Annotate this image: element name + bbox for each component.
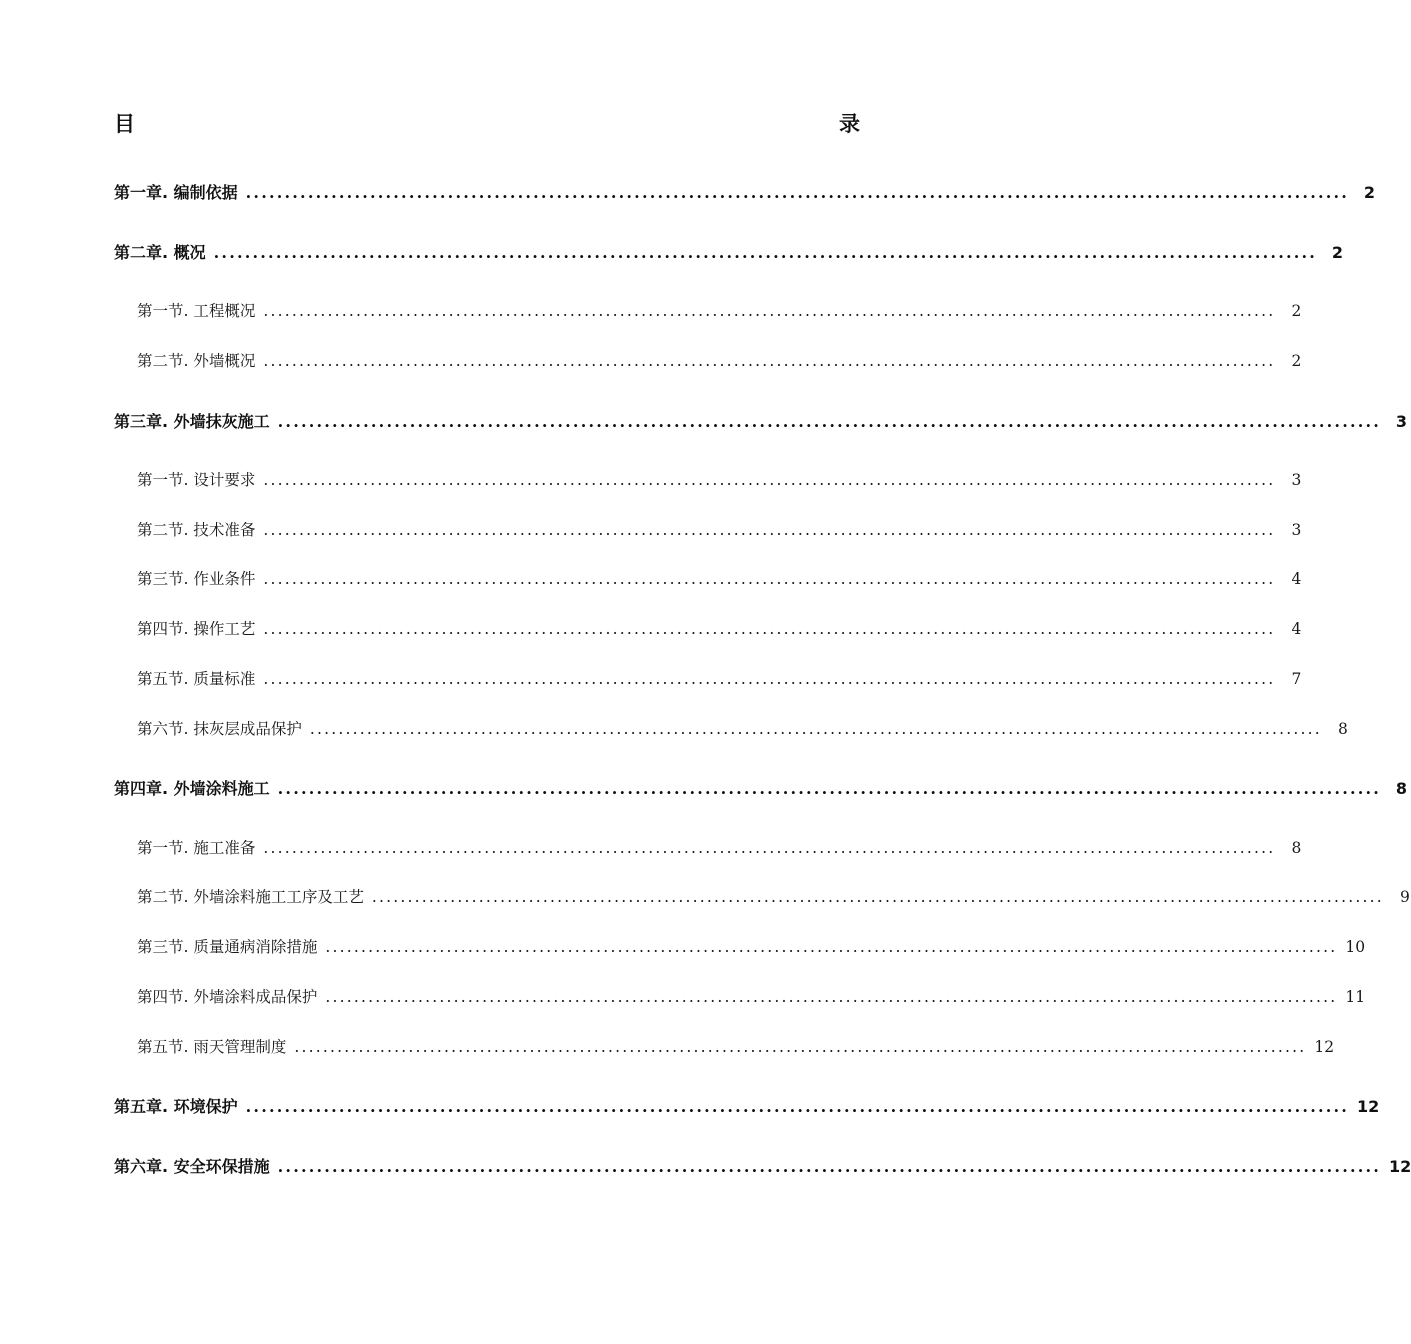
toc-section-4-5[interactable] [137,1035,1335,1057]
toc-leader-dots: .............................................................................................................................................. [245,1097,1350,1116]
toc-leader-dots: .............................................................................................................................................. [325,938,1338,956]
toc-section-2-2[interactable] [137,349,1302,371]
toc-section-4-3[interactable] [137,935,1366,957]
toc-section-3-1[interactable] [137,468,1302,490]
toc-section-4-4[interactable] [137,985,1366,1007]
toc-entry-label: 第三节. 作业条件 [137,570,256,588]
toc-section-3-5[interactable] [137,667,1302,689]
toc-entry-label: 第五节. 雨天管理制度 [137,1038,287,1056]
toc-section-4-2[interactable] [137,885,1410,907]
toc-leader-dots: .............................................................................................................................................. [263,352,1276,370]
toc-section-3-2[interactable] [137,518,1302,540]
toc-page-number: 12 [1389,1157,1411,1176]
toc-entry-label: 第三章. 外墙抹灰施工 [114,412,270,431]
toc-entry-label: 第三节. 质量通病消除措施 [137,938,318,956]
toc-title [114,108,860,140]
toc-leader-dots: .............................................................................................................................................. [325,988,1338,1006]
toc-leader-dots: .............................................................................................................................................. [277,412,1382,431]
toc-entry-label: 第六章. 安全环保措施 [114,1157,270,1176]
toc-entry-label: 第二节. 外墙涂料施工工序及工艺 [137,888,364,906]
toc-entry-label: 第一节. 施工准备 [137,839,256,857]
toc-page-number: 3 [1291,521,1302,539]
toc-entry-label: 第五章. 环境保护 [114,1097,238,1116]
toc-entry-label: 第二节. 技术准备 [137,521,256,539]
toc-page-number: 3 [1395,412,1408,431]
toc-leader-dots: .............................................................................................................................................. [263,839,1276,857]
toc-leader-dots: .............................................................................................................................................. [263,302,1276,320]
toc-entry-label: 第一节. 工程概况 [137,302,256,320]
toc-leader-dots: .............................................................................................................................................. [309,720,1322,738]
toc-leader-dots: .............................................................................................................................................. [263,521,1276,539]
toc-page-number: 2 [1331,243,1344,262]
toc-leader-dots: .............................................................................................................................................. [371,888,1384,906]
toc-title-right: 录 [839,112,860,136]
toc-chapter-4[interactable] [114,776,1408,799]
toc-leader-dots: .............................................................................................................................................. [277,1157,1382,1176]
toc-page-number: 10 [1345,938,1366,956]
toc-page-number: 2 [1291,352,1302,370]
toc-chapter-6[interactable] [114,1154,1411,1177]
toc-leader-dots: .............................................................................................................................................. [294,1038,1307,1056]
toc-page-number: 3 [1291,471,1302,489]
toc-section-3-3[interactable] [137,567,1302,589]
toc-page-number: 7 [1291,670,1302,688]
toc-chapter-1[interactable] [114,180,1376,203]
toc-chapter-3[interactable] [114,409,1408,432]
toc-leader-dots: .............................................................................................................................................. [263,670,1276,688]
toc-leader-dots: .............................................................................................................................................. [263,620,1276,638]
toc-entry-label: 第五节. 质量标准 [137,670,256,688]
toc-title-left: 目 [114,112,135,136]
toc-entry-label: 第六节. 抹灰层成品保护 [137,720,302,738]
toc-leader-dots: .............................................................................................................................................. [277,779,1382,798]
toc-section-3-6[interactable] [137,717,1348,739]
toc-section-4-1[interactable] [137,836,1302,858]
toc-page-number: 11 [1345,988,1366,1006]
toc-page-number: 12 [1314,1038,1335,1056]
toc-page-number: 8 [1338,720,1348,738]
toc-page-number: 8 [1291,839,1302,857]
toc-leader-dots: .............................................................................................................................................. [245,183,1350,202]
toc-entry-label: 第一节. 设计要求 [137,471,256,489]
toc-entry-label: 第四章. 外墙涂料施工 [114,779,270,798]
toc-entry-label: 第四节. 外墙涂料成品保护 [137,988,318,1006]
toc-entry-label: 第一章. 编制依据 [114,183,238,202]
toc-section-2-1[interactable] [137,299,1302,321]
toc-chapter-2[interactable] [114,240,1344,263]
toc-entry-label: 第二节. 外墙概况 [137,352,256,370]
toc-page-number: 4 [1291,570,1302,588]
toc-page-number: 2 [1291,302,1302,320]
toc-leader-dots: .............................................................................................................................................. [263,471,1276,489]
toc-page-number: 2 [1363,183,1376,202]
toc-section-3-4[interactable] [137,617,1302,639]
toc-page-number: 4 [1291,620,1302,638]
toc-leader-dots: .............................................................................................................................................. [263,570,1276,588]
toc-page-number: 8 [1395,779,1408,798]
toc-page-number: 9 [1400,888,1410,906]
toc-page-number: 12 [1357,1097,1380,1116]
toc-entry-label: 第二章. 概况 [114,243,206,262]
toc-chapter-5[interactable] [114,1094,1380,1117]
toc-leader-dots: .............................................................................................................................................. [213,243,1318,262]
toc-entry-label: 第四节. 操作工艺 [137,620,256,638]
